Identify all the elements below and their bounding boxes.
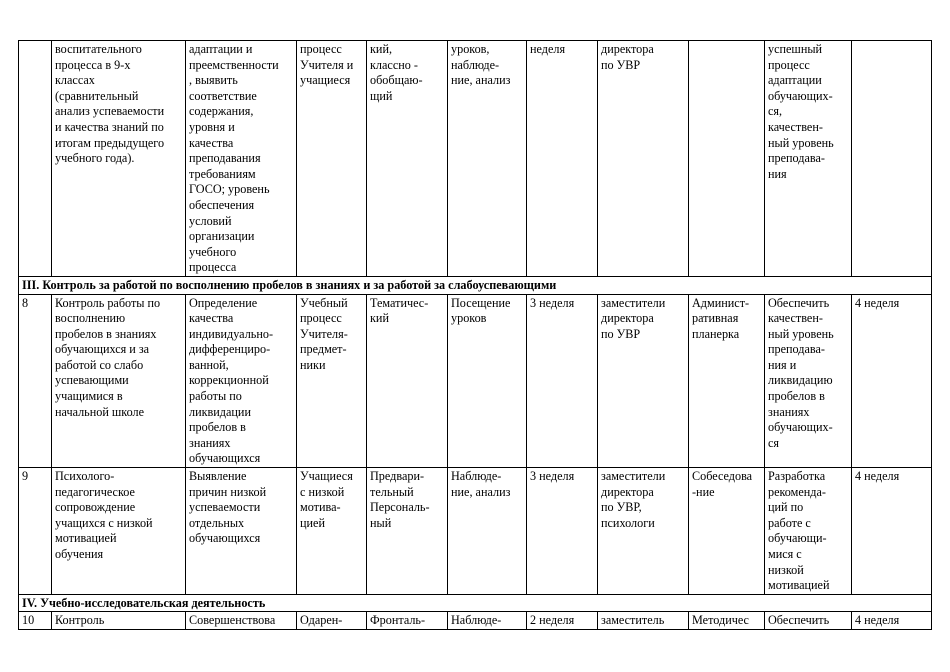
section-row-4 <box>19 594 932 612</box>
cell-subject: Учебный процесс Учителя- предмет- ники <box>297 294 367 468</box>
cell-goal: Определение качества индивидуально- дифференциро- ванной, коррекционной работы по ликвидации пробелов в знаниях обучающихся <box>186 294 297 468</box>
cell-summary: Админист- ративная планерка <box>689 294 765 468</box>
cell-result: Обеспечить качествен- ный уровень преподава- ния и ликвидацию пробелов в знаниях обучающих- ся <box>765 294 852 468</box>
cell-type: кий, классно - обобщаю- щий <box>367 41 448 277</box>
cell-goal: Выявление причин низкой успеваемости отдельных обучающихся <box>186 468 297 595</box>
cell-type: Тематичес- кий <box>367 294 448 468</box>
cell-method: Наблюде- ние, анализ <box>448 468 527 595</box>
cell-num: 9 <box>19 468 52 595</box>
cell-method: Наблюде- <box>448 612 527 630</box>
cell-review: 4 неделя <box>852 294 932 468</box>
cell-review: 4 неделя <box>852 468 932 595</box>
cell-method: уроков, наблюде- ние, анализ <box>448 41 527 277</box>
cell-goal: адаптации и преемственности , выявить соответствие содержания, уровня и качества преподавания требованиям ГОСО; уровень обеспечения условий организации учебного процесса <box>186 41 297 277</box>
cell-num <box>19 41 52 277</box>
table-row-8 <box>19 294 932 468</box>
cell-summary <box>689 41 765 277</box>
cell-object: Контроль <box>52 612 186 630</box>
cell-result: успешный процесс адаптации обучающих- ся, качествен- ный уровень преподава- ния <box>765 41 852 277</box>
cell-term: 3 неделя <box>527 468 598 595</box>
cell-responsible: директора по УВР <box>598 41 689 277</box>
cell-responsible: заместители директора по УВР, психологи <box>598 468 689 595</box>
cell-subject: Одарен- <box>297 612 367 630</box>
cell-review <box>852 41 932 277</box>
cell-num: 8 <box>19 294 52 468</box>
cell-object: Психолого- педагогическое сопровождение учащихся с низкой мотивацией обучения <box>52 468 186 595</box>
cell-method: Посещение уроков <box>448 294 527 468</box>
cell-result: Разработка рекоменда- ций по работе с обучающи- мися с низкой мотивацией <box>765 468 852 595</box>
cell-responsible: заместитель <box>598 612 689 630</box>
cell-term: 2 неделя <box>527 612 598 630</box>
cell-object: Контроль работы по восполнению пробелов в знаниях обучающихся и за работой со слабо успевающими учащимися в начальной школе <box>52 294 186 468</box>
cell-type: Фронталь- <box>367 612 448 630</box>
section-heading: III. Контроль за работой по восполнению пробелов в знаниях и за работой за слабоуспевающими <box>19 276 932 294</box>
cell-summary: Методичес <box>689 612 765 630</box>
cell-term: 3 неделя <box>527 294 598 468</box>
cell-review: 4 неделя <box>852 612 932 630</box>
section-row-3 <box>19 276 932 294</box>
table-row-continued <box>19 41 932 277</box>
cell-responsible: заместители директора по УВР <box>598 294 689 468</box>
cell-subject: Учащиеся с низкой мотива- цией <box>297 468 367 595</box>
cell-result: Обеспечить <box>765 612 852 630</box>
control-plan-table <box>18 40 932 630</box>
cell-object: воспитательного процесса в 9-х классах (сравнительный анализ успеваемости и качества знаний по итогам предыдущего учебного года). <box>52 41 186 277</box>
cell-term: неделя <box>527 41 598 277</box>
cell-summary: Собеседова -ние <box>689 468 765 595</box>
document-page <box>18 40 932 630</box>
cell-goal: Совершенствова <box>186 612 297 630</box>
table-row-9 <box>19 468 932 595</box>
cell-num: 10 <box>19 612 52 630</box>
cell-subject: процесс Учителя и учащиеся <box>297 41 367 277</box>
section-heading: IV. Учебно-исследовательская деятельность <box>19 594 932 612</box>
table-row-10 <box>19 612 932 630</box>
cell-type: Предвари- тельный Персональ- ный <box>367 468 448 595</box>
